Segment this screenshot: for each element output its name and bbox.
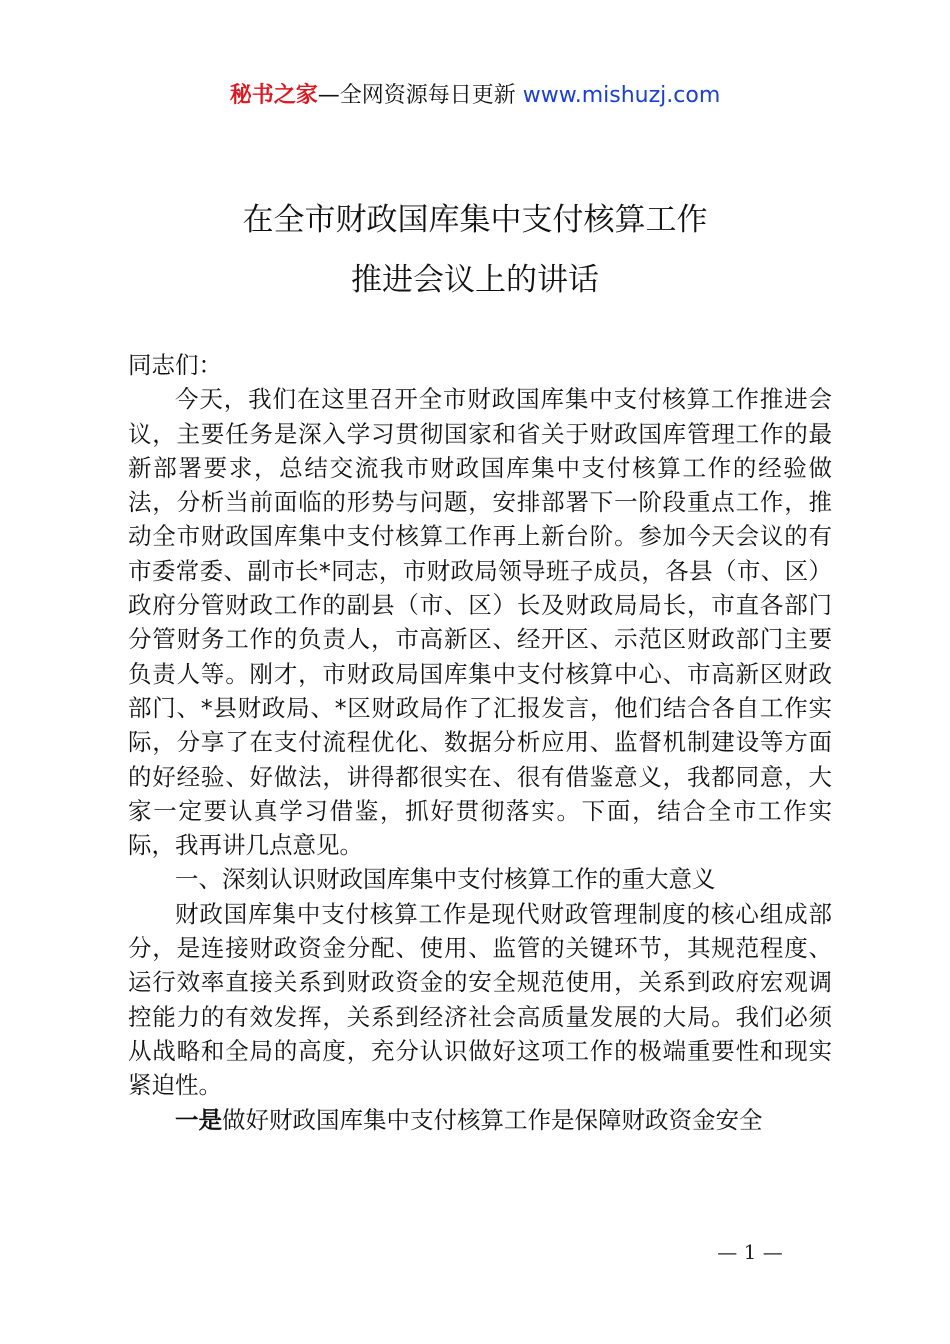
page-number: — 1 — — [717, 1240, 783, 1264]
document-title-line-2: 推进会议上的讲话 — [351, 262, 599, 298]
opening-paragraph: 今天，我们在这里召开全市财政国库集中支付核算工作推进会议，主要任务是深入学习贯彻国家和省关于财政国库管理工作的最新部署要求，总结交流我市财政国库集中支付核算工作的经验做法，分析当前面临的形势与问题，安排部署下一阶段重点工作，推动全市财政国库集中支付核算工作再上新台阶。参加今天会议的有市委常委、副市长*同志，市财政局领导班子成员，各县（市、区）政府分管财政工作的副县（市、区）长及财政局局长，市直各部门分管财务工作的负责人，市高新区、经开区、示范区财政部门主要负责人等。刚才，市财政局国库集中支付核算中心、市高新区财政部门、*县财政局、*区财政局作了汇报发言，他们结合各自工作实际，分享了在支付流程优化、数据分析应用、监督机制建设等方面的好经验、好做法，讲得都很实在、很有借鉴意义，我都同意，大家一定要认真学习借鉴，抓好贯彻落实。下面，结合全市工作实际，我再讲几点意见。 — [128, 385, 832, 860]
banner-url-link[interactable]: www.mishuzj.com — [522, 83, 721, 108]
document-body — [128, 348, 832, 1137]
point-one-lead: 一是 — [175, 1105, 222, 1134]
point-one-text: 做好财政国库集中支付核算工作是保障财政资金安全 — [222, 1105, 763, 1134]
banner-brand: 秘书之家 — [229, 83, 318, 108]
salutation: 同志们： — [128, 351, 222, 379]
banner-tagline: —全网资源每日更新 — [317, 83, 516, 108]
section-heading-1: 一、深刻认识财政国库集中支付核算工作的重大意义 — [175, 865, 716, 894]
document-title-line-1: 在全市财政国库集中支付核算工作 — [242, 202, 708, 238]
site-banner — [0, 80, 950, 112]
point-one-paragraph — [128, 1103, 832, 1137]
document-title — [0, 190, 950, 310]
section-1-paragraph: 财政国库集中支付核算工作是现代财政管理制度的核心组成部分，是连接财政资金分配、使用、监管的关键环节，其规范程度、运行效率直接关系到财政资金的安全规范使用，关系到政府宏观调控能力的有效发挥，关系到经济社会高质量发展的大局。我们必须从战略和全局的高度，充分认识做好这项工作的极端重要性和现实紧迫性。 — [128, 899, 832, 1100]
